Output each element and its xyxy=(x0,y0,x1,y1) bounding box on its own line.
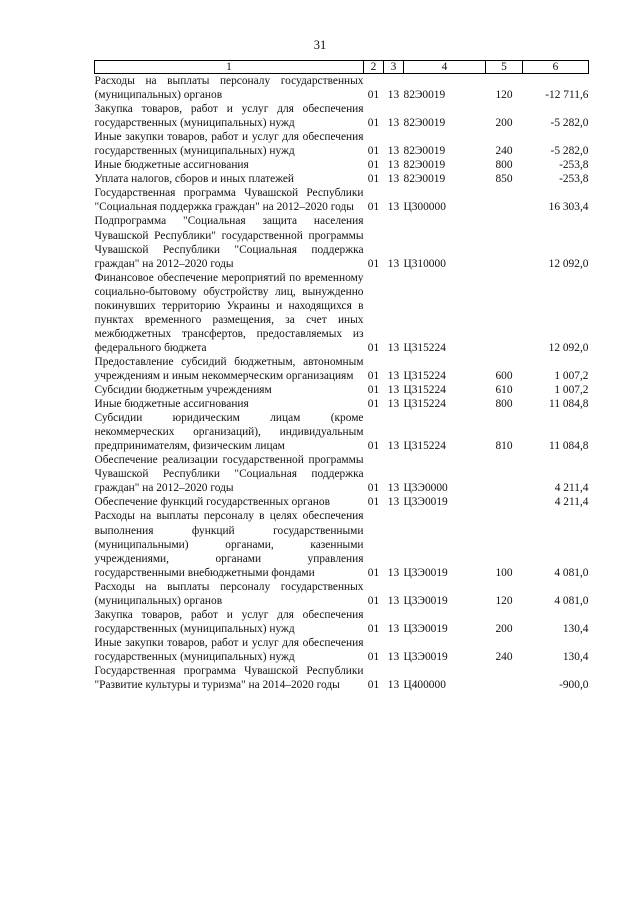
subsection-code: 13 xyxy=(387,117,400,130)
row-description: Иные закупки товаров, работ и услуг для обеспечения государственных (муниципальных) нужд xyxy=(94,636,364,663)
expense-type-code: 100 xyxy=(495,566,513,579)
expense-type-code: 800 xyxy=(495,398,513,411)
target-article-code: Ц315224 xyxy=(403,384,446,397)
amount: -253,8 xyxy=(559,159,589,172)
row-description: Государственная программа Чувашской Республики "Развитие культуры и туризма" на 2014–2020 годы xyxy=(94,664,364,692)
expense-type-code: 200 xyxy=(495,117,513,130)
row-description: Иные бюджетные ассигнования xyxy=(94,398,249,411)
section-code: 01 xyxy=(367,650,380,663)
subsection-code: 13 xyxy=(387,384,400,397)
table-row xyxy=(95,158,589,172)
table-row xyxy=(95,411,589,453)
subsection-code: 13 xyxy=(387,679,400,692)
row-description: Финансовое обеспечение мероприятий по временному социально-бытовому обустройству лиц, вынужденно покинувших территорию Украины и находящихся в пунктах временного размещения, за счет иных межбюджетных трансфертов, предоставляемых из федерального бюджета xyxy=(94,271,364,354)
section-code: 01 xyxy=(367,159,380,172)
row-description: Иные закупки товаров, работ и услуг для обеспечения государственных (муниципальных) нужд xyxy=(94,131,364,158)
table-row xyxy=(95,383,589,397)
table-row xyxy=(95,172,589,186)
section-code: 01 xyxy=(367,173,380,186)
subsection-code: 13 xyxy=(387,159,400,172)
expense-type-code: 800 xyxy=(495,159,513,172)
subsection-code: 13 xyxy=(387,440,400,453)
row-description: Обеспечение функций государственных органов xyxy=(94,496,330,509)
amount: 16 303,4 xyxy=(548,201,589,214)
row-description: Уплата налогов, сборов и иных платежей xyxy=(94,173,294,186)
table-row xyxy=(95,397,589,411)
subsection-code: 13 xyxy=(387,257,400,270)
section-code: 01 xyxy=(367,398,380,411)
target-article-code: Ц3Э0019 xyxy=(403,650,448,663)
row-description: Предоставление субсидий бюджетным, автономным учреждениям и иным некоммерческим организациям xyxy=(94,355,364,382)
expense-type-code xyxy=(486,271,523,355)
section-code: 01 xyxy=(367,679,380,692)
section-code: 01 xyxy=(367,341,380,354)
amount: -5 282,0 xyxy=(550,145,589,158)
expense-type-code xyxy=(486,214,523,270)
amount: -5 282,0 xyxy=(550,117,589,130)
amount: 4 081,0 xyxy=(554,566,589,579)
row-description: Иные бюджетные ассигнования xyxy=(94,159,249,172)
row-description: Субсидии юридическим лицам (кроме некоммерческих организаций), индивидуальным предпринимателям, физическим лицам xyxy=(94,412,364,453)
table-row xyxy=(95,509,589,579)
section-code: 01 xyxy=(367,384,380,397)
table-row xyxy=(95,271,589,355)
section-code: 01 xyxy=(367,482,380,495)
expense-type-code: 610 xyxy=(495,384,513,397)
expense-type-code: 120 xyxy=(495,89,513,102)
target-article-code: 82Э0019 xyxy=(403,159,446,172)
subsection-code: 13 xyxy=(387,482,400,495)
row-description: Подпрограмма "Социальная защита населения Чувашской Республики" государственной программы Чувашской Республики "Социальная поддержка граждан" на 2012–2020 годы xyxy=(94,215,364,270)
target-article-code: 82Э0019 xyxy=(403,173,446,186)
expense-type-code xyxy=(486,186,523,214)
target-article-code: Ц3Э0019 xyxy=(403,622,448,635)
table-row xyxy=(95,495,589,509)
expense-type-code: 200 xyxy=(495,622,513,635)
expense-type-code: 850 xyxy=(495,173,513,186)
amount: 1 007,2 xyxy=(554,384,589,397)
target-article-code: Ц310000 xyxy=(403,257,446,270)
row-description: Расходы на выплаты персоналу государственных (муниципальных) органов xyxy=(94,75,364,102)
amount: -253,8 xyxy=(559,173,589,186)
table-row xyxy=(95,186,589,214)
subsection-code: 13 xyxy=(387,398,400,411)
table-row xyxy=(95,214,589,270)
section-code: 01 xyxy=(367,201,380,214)
amount: 4 081,0 xyxy=(554,594,589,607)
table-row xyxy=(95,608,589,636)
table-body xyxy=(95,74,589,693)
target-article-code: Ц315224 xyxy=(403,398,446,411)
target-article-code: Ц315224 xyxy=(403,440,446,453)
target-article-code: Ц315224 xyxy=(403,341,446,354)
column-header: 6 xyxy=(523,61,589,74)
subsection-code: 13 xyxy=(387,341,400,354)
section-code: 01 xyxy=(367,566,380,579)
amount: 1 007,2 xyxy=(554,369,589,382)
expense-type-code xyxy=(486,453,523,495)
column-header: 2 xyxy=(364,61,384,74)
column-header-row xyxy=(95,61,589,74)
target-article-code: 82Э0019 xyxy=(403,117,446,130)
table-row xyxy=(95,74,589,103)
amount: -900,0 xyxy=(559,679,589,692)
table-row xyxy=(95,664,589,692)
subsection-code: 13 xyxy=(387,496,400,509)
target-article-code: Ц315224 xyxy=(403,369,446,382)
table-row xyxy=(95,453,589,495)
table-row xyxy=(95,580,589,608)
section-code: 01 xyxy=(367,117,380,130)
section-code: 01 xyxy=(367,594,380,607)
subsection-code: 13 xyxy=(387,622,400,635)
amount: 4 211,4 xyxy=(554,496,589,509)
target-article-code: Ц400000 xyxy=(403,679,446,692)
expense-type-code: 240 xyxy=(495,145,513,158)
expense-type-code xyxy=(486,495,523,509)
target-article-code: Ц3Э0000 xyxy=(403,482,448,495)
amount: -12 711,6 xyxy=(545,89,589,102)
amount: 130,4 xyxy=(562,650,589,663)
subsection-code: 13 xyxy=(387,594,400,607)
page-number: 31 xyxy=(313,38,327,52)
target-article-code: Ц300000 xyxy=(403,201,446,214)
subsection-code: 13 xyxy=(387,173,400,186)
target-article-code: Ц3Э0019 xyxy=(403,566,448,579)
subsection-code: 13 xyxy=(387,201,400,214)
column-header: 1 xyxy=(95,61,364,74)
amount: 130,4 xyxy=(562,622,589,635)
subsection-code: 13 xyxy=(387,369,400,382)
amount: 12 092,0 xyxy=(548,341,589,354)
expense-type-code: 120 xyxy=(495,594,513,607)
row-description: Государственная программа Чувашской Республики "Социальная поддержка граждан" на 2012–2020 годы xyxy=(94,187,364,214)
section-code: 01 xyxy=(367,89,380,102)
row-description: Закупка товаров, работ и услуг для обеспечения государственных (муниципальных) нужд xyxy=(94,103,364,130)
amount: 12 092,0 xyxy=(548,257,589,270)
section-code: 01 xyxy=(367,622,380,635)
column-header: 3 xyxy=(384,61,404,74)
subsection-code: 13 xyxy=(387,145,400,158)
subsection-code: 13 xyxy=(387,566,400,579)
section-code: 01 xyxy=(367,257,380,270)
target-article-code: Ц3Э0019 xyxy=(403,594,448,607)
amount: 11 084,8 xyxy=(549,440,589,453)
expense-type-code: 600 xyxy=(495,369,513,382)
subsection-code: 13 xyxy=(387,650,400,663)
expense-type-code xyxy=(486,664,523,692)
section-code: 01 xyxy=(367,440,380,453)
row-description: Расходы на выплаты персоналу государственных (муниципальных) органов xyxy=(94,580,364,607)
amount: 4 211,4 xyxy=(554,482,589,495)
expense-type-code: 810 xyxy=(495,440,513,453)
target-article-code: 82Э0019 xyxy=(403,145,446,158)
table-row xyxy=(95,130,589,158)
target-article-code: Ц3Э0019 xyxy=(403,496,448,509)
row-description: Субсидии бюджетным учреждениям xyxy=(94,384,272,397)
row-description: Обеспечение реализации государственной программы Чувашской Республики "Социальная поддержка граждан" на 2012–2020 годы xyxy=(94,454,364,495)
amount: 11 084,8 xyxy=(549,398,589,411)
row-description: Расходы на выплаты персоналу в целях обеспечения выполнения функций государственными (муниципальными) органами, казенными учреждениями, органами управления государственными внебюджетными фондами xyxy=(94,510,364,579)
subsection-code: 13 xyxy=(387,89,400,102)
section-code: 01 xyxy=(367,145,380,158)
table-row xyxy=(95,102,589,130)
expense-type-code: 240 xyxy=(495,650,513,663)
column-header: 5 xyxy=(486,61,523,74)
column-header: 4 xyxy=(404,61,486,74)
section-code: 01 xyxy=(367,369,380,382)
section-code: 01 xyxy=(367,496,380,509)
target-article-code: 82Э0019 xyxy=(403,89,446,102)
table-row xyxy=(95,355,589,383)
table-row xyxy=(95,636,589,664)
row-description: Закупка товаров, работ и услуг для обеспечения государственных (муниципальных) нужд xyxy=(94,608,364,635)
budget-table xyxy=(94,60,589,692)
